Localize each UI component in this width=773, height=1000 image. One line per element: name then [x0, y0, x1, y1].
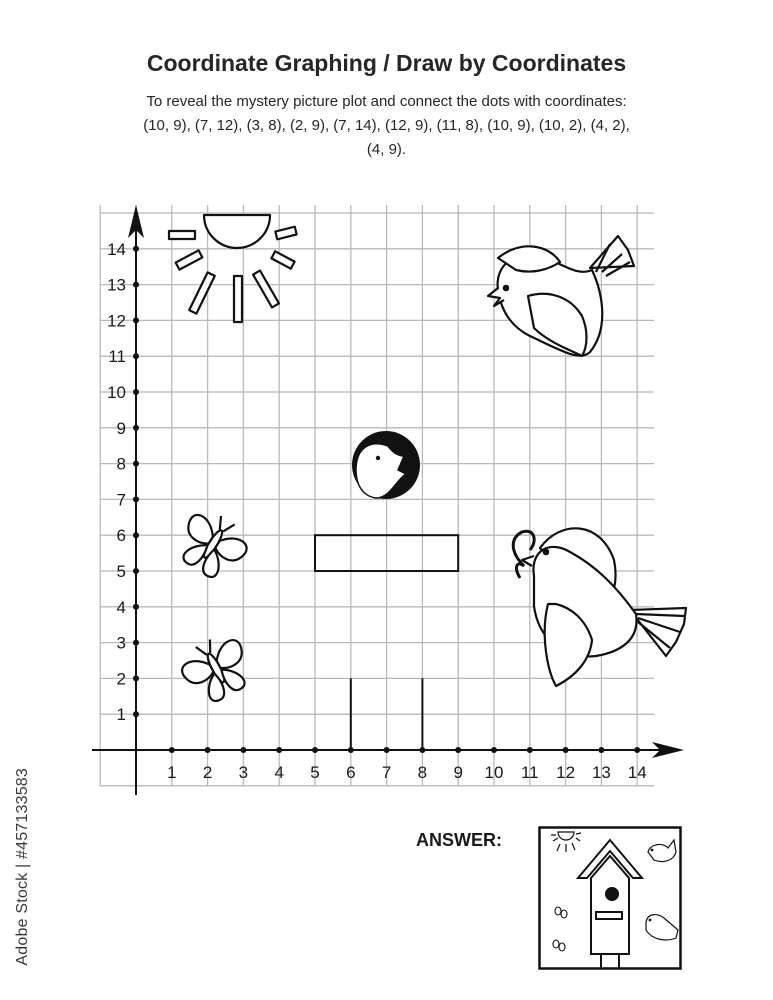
x-tick-label: 10: [484, 763, 504, 782]
y-tick-dot: [133, 675, 139, 681]
y-tick-label: 6: [116, 526, 126, 546]
x-tick-label: 6: [346, 763, 356, 782]
x-tick-dot: [276, 747, 282, 753]
x-tick-label: 14: [627, 763, 647, 782]
answer-label: ANSWER:: [416, 830, 502, 850]
y-tick-dot: [133, 282, 139, 288]
x-tick-dot: [205, 747, 211, 753]
y-tick-label: 7: [116, 490, 126, 510]
y-tick-label: 11: [108, 347, 126, 367]
butterfly-icon: [170, 503, 255, 586]
y-tick-label: 14: [107, 239, 126, 259]
y-tick-label: 3: [116, 633, 126, 653]
x-tick-label: 4: [274, 763, 284, 782]
page-title: Coordinate Graphing / Draw by Coordinates: [146, 50, 627, 76]
x-tick-label: 3: [238, 763, 249, 782]
y-tick-label: 10: [107, 383, 126, 402]
y-tick-dot: [133, 496, 139, 502]
x-tick-label: 5: [310, 763, 320, 782]
x-tick-dot: [598, 747, 604, 753]
x-tick-label: 12: [556, 763, 576, 782]
y-tick-dot: [133, 461, 139, 467]
chick-in-circle-icon: [352, 431, 420, 499]
x-tick-label: 8: [417, 763, 428, 782]
y-tick-dot: [133, 532, 139, 538]
stock-id: Adobe Stock | #457133583: [14, 768, 31, 966]
x-tick-label: 11: [520, 763, 539, 782]
instructions-line-3: (4, 9).: [366, 141, 407, 158]
y-tick-dot: [133, 425, 139, 431]
y-tick-dot: [133, 317, 139, 323]
instructions-line-2: (10, 9), (7, 12), (3, 8), (2, 9), (7, 14), (12, 9), (11, 8), (10, 9), (10, 2), (4, 2),: [143, 117, 630, 134]
sun-icon: [169, 215, 297, 322]
y-tick-dot: [133, 604, 139, 610]
x-tick-dot: [527, 747, 533, 753]
x-tick-label: 13: [591, 763, 611, 782]
y-tick-label: 9: [116, 418, 126, 438]
answer-preview: [538, 826, 682, 970]
x-tick-label: 9: [453, 763, 463, 782]
y-tick-label: 2: [116, 669, 126, 689]
y-tick-label: 13: [107, 275, 126, 295]
x-tick-dot: [491, 747, 497, 753]
x-tick-dot: [240, 747, 246, 753]
x-tick-dot: [384, 747, 390, 753]
x-tick-dot: [634, 747, 640, 753]
x-tick-dot: [455, 747, 461, 753]
butterfly-icon: [175, 628, 259, 709]
bird-with-twig-icon: [513, 528, 686, 686]
y-tick-dot: [133, 246, 139, 252]
y-tick-label: 8: [116, 454, 126, 474]
instructions-line-1: To reveal the mystery picture plot and connect the dots with coordinates:: [146, 93, 627, 110]
x-tick-dot: [312, 747, 318, 753]
x-tick-label: 1: [167, 763, 177, 782]
y-tick-dot: [133, 389, 139, 395]
y-tick-dot: [133, 568, 139, 574]
x-tick-dot: [169, 747, 175, 753]
y-tick-label: 4: [116, 597, 126, 617]
x-tick-dot: [563, 747, 569, 753]
x-tick-label: 7: [381, 763, 392, 782]
y-tick-label: 1: [116, 705, 126, 725]
y-tick-label: 5: [116, 562, 126, 581]
y-tick-label: 12: [107, 311, 126, 331]
y-tick-dot: [133, 353, 139, 359]
x-tick-label: 2: [202, 763, 213, 782]
bird-icon: [488, 236, 634, 356]
y-tick-dot: [133, 711, 139, 717]
y-tick-dot: [133, 640, 139, 646]
